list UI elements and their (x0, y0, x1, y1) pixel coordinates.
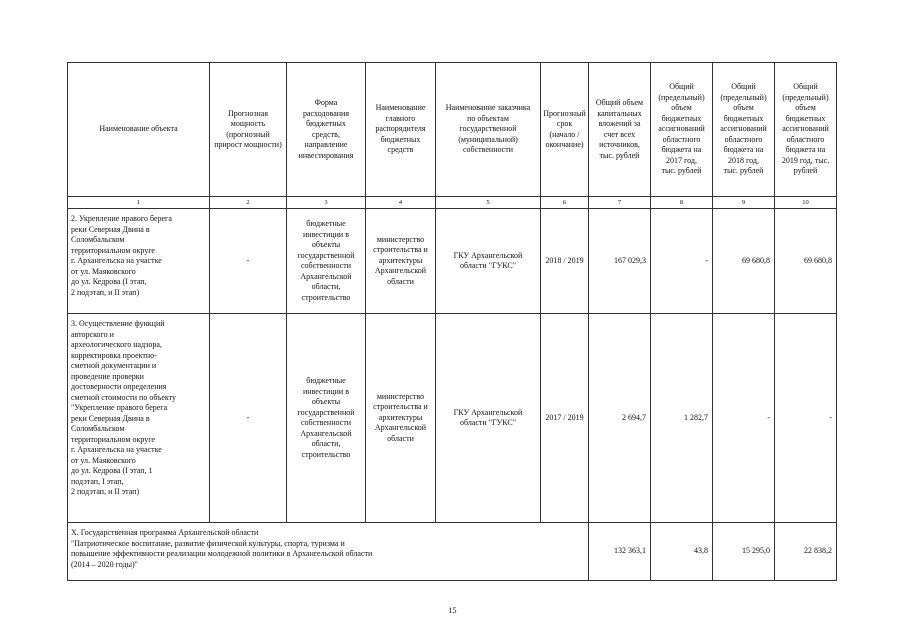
total-cell: 2 694,7 (589, 314, 651, 523)
amount-2018-cell: 69 680,8 (713, 209, 775, 314)
amount-2017-cell: - (651, 209, 713, 314)
program-amount-2017-cell: 43,8 (651, 523, 713, 581)
table-row (68, 209, 837, 314)
program-total-cell: 132 363,1 (589, 523, 651, 581)
header-cell-customer: Наименование заказчика по объектам государственной (муниципальной) собственности (436, 63, 541, 197)
column-number: 7 (589, 197, 651, 209)
column-number: 2 (210, 197, 287, 209)
header-cell-capacity: Прогнозная мощность (прогнозный прирост мощности) (210, 63, 287, 197)
header-row (68, 63, 837, 197)
program-row (68, 523, 837, 581)
column-number: 6 (541, 197, 589, 209)
amount-2019-cell: - (775, 314, 837, 523)
header-cell-total: Общий объем капитальных вложений за счет всех источников, тыс. рублей (589, 63, 651, 197)
column-number: 4 (366, 197, 436, 209)
object-name-cell: 3. Осуществление функций авторского и археологического надзора, корректировка проектно- сметной документации и проведение проверки достоверности определения сметной стоимости по объекту "Укрепление правого берега реки Северная Двина в Соломбальском территориальном округе г. Архангельска на участке от ул. Маяковского до ул. Кедрова (I этап, 1 подэтап, I этап, 2 подэтап, и II этап) (68, 314, 210, 523)
investment-table (67, 62, 837, 581)
column-number: 8 (651, 197, 713, 209)
amount-2019-cell: 69 680,8 (775, 209, 837, 314)
header-cell-2018: Общий (предельный) объем бюджетных ассигнований областного бюджета на 2018 год, тыс. рублей (713, 63, 775, 197)
header-cell-2019: Общий (предельный) объем бюджетных ассигнований областного бюджета на 2019 год, тыс. рублей (775, 63, 837, 197)
manager-cell: министерство строительства и архитектуры Архангельской области (366, 209, 436, 314)
term-cell: 2018 / 2019 (541, 209, 589, 314)
column-number: 9 (713, 197, 775, 209)
page-number: 15 (448, 606, 457, 615)
term-cell: 2017 / 2019 (541, 314, 589, 523)
manager-cell: министерство строительства и архитектуры Архангельской области (366, 314, 436, 523)
program-name-cell: X. Государственная программа Архангельской области "Патриотическое воспитание, развитие физической культуры, спорта, туризма и повышение эффективности реализации молодежной политики в Архангельской области (2014 – 2020 годы)" (68, 523, 589, 581)
amount-2018-cell: - (713, 314, 775, 523)
column-number: 1 (68, 197, 210, 209)
column-number: 3 (287, 197, 366, 209)
object-name-cell: 2. Укрепление правого берега реки Северная Двина в Соломбальском территориальном округе г. Архангельска на участке от ул. Маяковского до ул. Кедрова (I этап, 2 подэтап, и II этап) (68, 209, 210, 314)
header-cell-2017: Общий (предельный) объем бюджетных ассигнований областного бюджета на 2017 год, тыс. рублей (651, 63, 713, 197)
total-cell: 167 029,3 (589, 209, 651, 314)
customer-cell: ГКУ Архангельской области "ГУКС" (436, 314, 541, 523)
header-cell-manager: Наименование главного распорядителя бюджетных средств (366, 63, 436, 197)
form-cell: бюджетные инвестиции в объекты государственной собственности Архангельской области, строительство (287, 209, 366, 314)
program-amount-2019-cell: 22 838,2 (775, 523, 837, 581)
program-amount-2018-cell: 15 295,0 (713, 523, 775, 581)
capacity-cell: - (210, 314, 287, 523)
header-cell-object-name: Наименование объекта (68, 63, 210, 197)
capacity-cell: - (210, 209, 287, 314)
column-number: 10 (775, 197, 837, 209)
header-cell-term: Прогнозный срок (начало / окончание) (541, 63, 589, 197)
customer-cell: ГКУ Архангельской области "ГУКС" (436, 209, 541, 314)
column-number: 5 (436, 197, 541, 209)
table-row (68, 314, 837, 523)
form-cell: бюджетные инвестиции в объекты государственной собственности Архангельской области, строительство (287, 314, 366, 523)
column-number-row (68, 197, 837, 209)
header-cell-form: Форма расходования бюджетных средств, направление инвестирования (287, 63, 366, 197)
amount-2017-cell: 1 282,7 (651, 314, 713, 523)
